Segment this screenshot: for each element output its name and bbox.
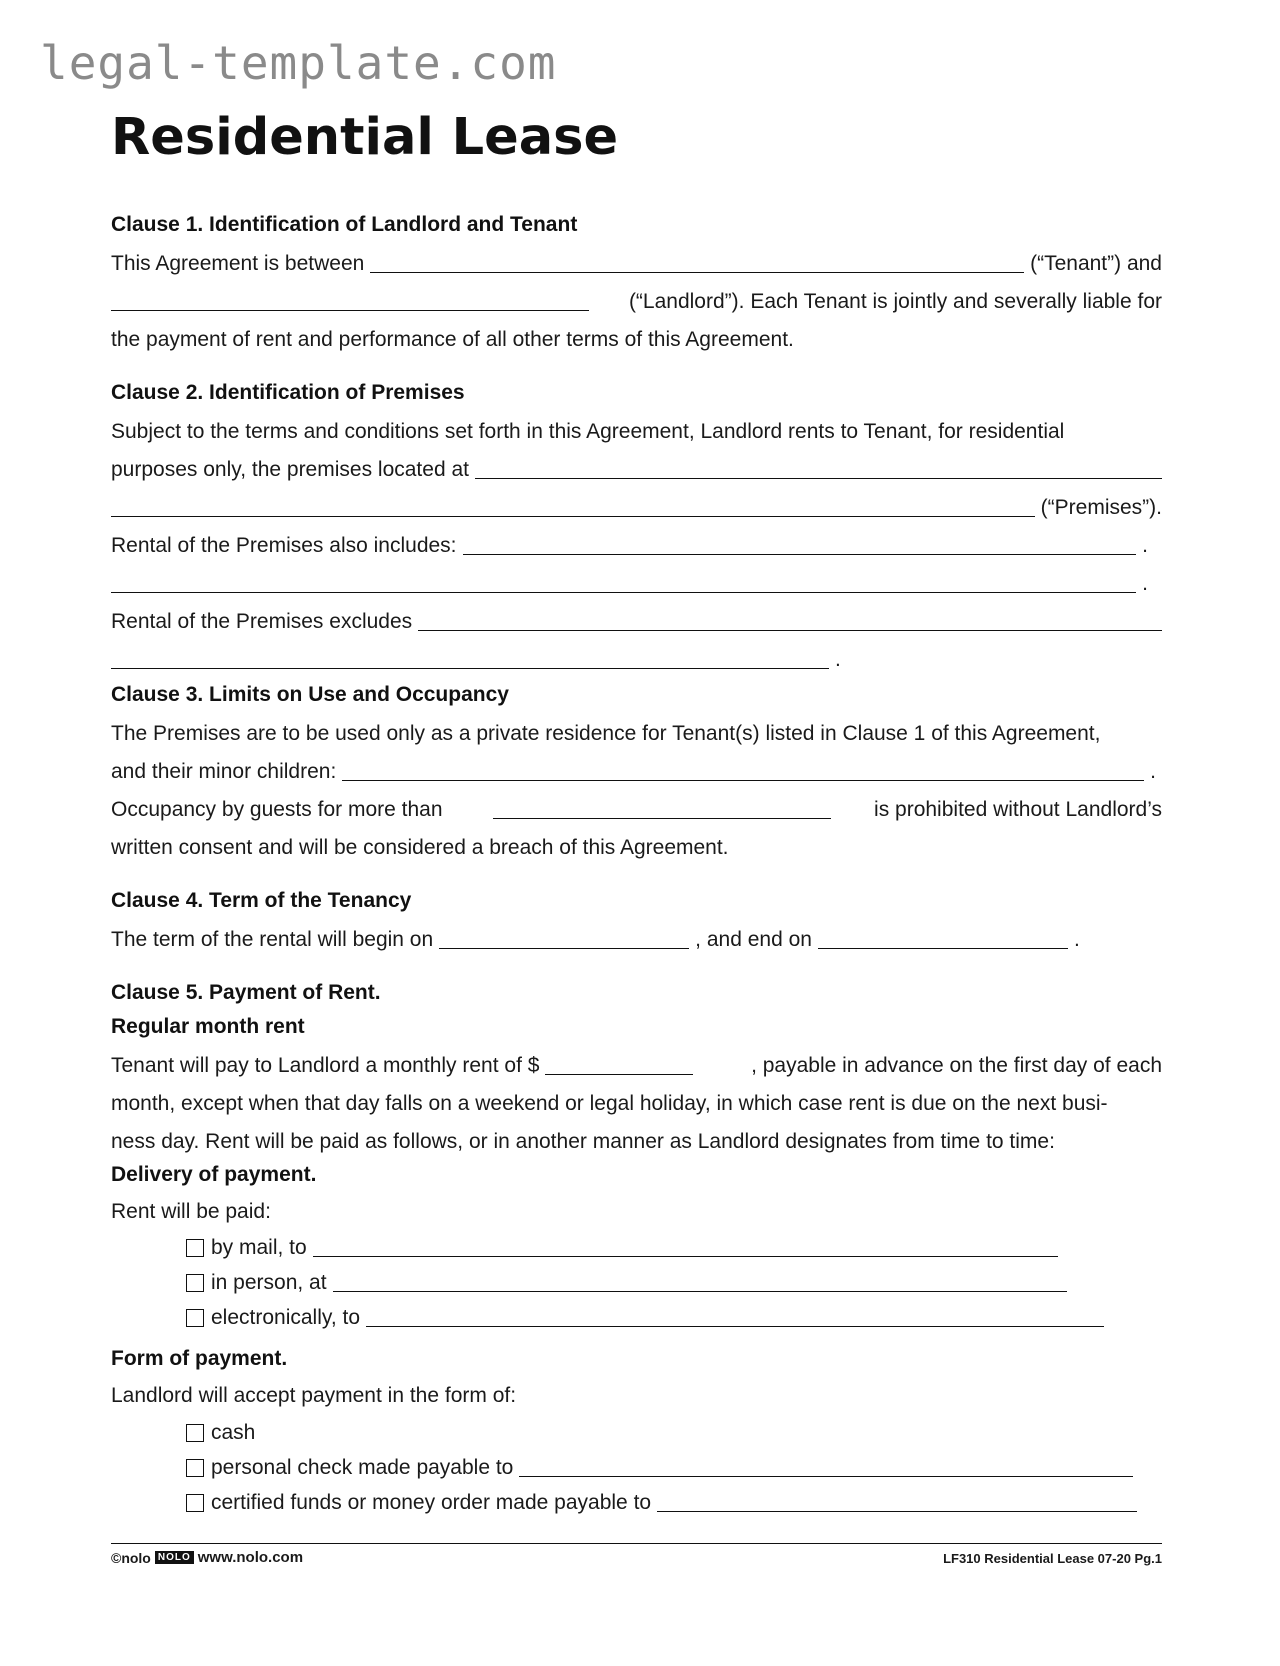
clause-2-text: Subject to the terms and conditions set forth in this Agreement, Landlord rents to Tenant, for residential [111,420,1065,443]
clause-3-text: written consent and will be considered a breach of this Agreement. [111,836,729,859]
in-person-checkbox[interactable] [186,1274,204,1292]
clause-3-heading: Clause 3. Limits on Use and Occupancy [111,683,509,706]
clause-2-line-5 [111,565,1162,603]
mail-checkbox[interactable] [186,1239,204,1257]
option-label: certified funds or money order made payable to [211,1491,652,1514]
document-title: Residential Lease [111,108,619,167]
form-option-check [186,1449,1139,1487]
clause-2-line-4 [111,527,1162,565]
clause-5-line-2 [111,1085,1162,1123]
clause-2-text: (“Premises”). [1040,496,1162,519]
copyright-text: ©nolo [111,1549,151,1566]
clause-4-line-1 [111,921,1162,959]
clause-2-line-2 [111,451,1162,489]
clause-4-text: The term of the rental will begin on [111,928,434,951]
rental-includes-field-2[interactable] [111,572,1136,593]
landlord-name-field[interactable] [111,290,589,311]
clause-3-line-3 [111,791,1162,829]
form-of-payment-subheading: Form of payment. [111,1347,288,1370]
minor-children-field[interactable] [342,760,1144,781]
mail-address-field[interactable] [313,1236,1058,1257]
clause-5-text: ness day. Rent will be paid as follows, or in another manner as Landlord designates from time to time: [111,1130,1055,1153]
period: . [1142,572,1148,595]
clause-1-line-1 [111,245,1162,283]
period: . [1073,928,1080,951]
delivery-option-person [186,1264,1073,1302]
delivery-option-electronic [186,1299,1110,1337]
clause-1-text: (“Tenant”) and [1030,252,1162,275]
footer-url-link[interactable]: www.nolo.com [197,1549,304,1566]
clause-2-line-3 [111,489,1162,527]
clause-3-line-4 [111,829,1162,867]
option-label: by mail, to [211,1236,307,1259]
clause-2-heading: Clause 2. Identification of Premises [111,381,465,404]
tenant-name-field[interactable] [370,252,1024,273]
regular-rent-subheading: Regular month rent [111,1015,305,1038]
clause-3-line-2 [111,753,1162,791]
clause-3-text: Occupancy by guests for more than [111,798,443,821]
form-intro [111,1377,1162,1415]
delivery-subheading: Delivery of payment. [111,1163,317,1186]
option-label: in person, at [211,1271,327,1294]
money-order-payee-field[interactable] [657,1491,1137,1512]
watermark: legal-template.com [40,36,557,90]
nolo-logo: NOLO [155,1551,194,1564]
clause-5-line-1 [111,1047,1162,1085]
clause-1-text: the payment of rent and performance of all other terms of this Agreement. [111,328,794,351]
clause-5-text: Rent will be paid: [111,1200,271,1223]
form-id-label: LF310 Residential Lease 07-20 Pg.1 [943,1551,1162,1566]
clause-1-line-2 [111,283,1162,321]
clause-5-text: Landlord will accept payment in the form of: [111,1384,517,1407]
start-date-field[interactable] [439,928,689,949]
period: . [835,648,841,671]
form-option-certified [186,1484,1143,1522]
clause-4-heading: Clause 4. Term of the Tenancy [111,889,412,912]
option-label: cash [211,1421,256,1444]
clause-3-text: and their minor children: [111,760,337,783]
form-option-cash [186,1414,486,1452]
clause-1-line-3 [111,321,1162,359]
clause-5-text: Tenant will pay to Landlord a monthly rent of $ [111,1054,540,1077]
period: . [1142,534,1148,557]
electronic-checkbox[interactable] [186,1309,204,1327]
clause-1-text: (“Landlord”). Each Tenant is jointly and severally liable for [628,290,1162,313]
clause-3-text: The Premises are to be used only as a private residence for Tenant(s) listed in Clause 1 of this Agreement, [111,722,1101,745]
premises-address-field-2[interactable] [111,496,1035,517]
check-payee-field[interactable] [519,1456,1133,1477]
option-label: electronically, to [211,1306,361,1329]
clause-3-text: is prohibited without Landlord’s [874,798,1162,821]
clause-3-line-1 [111,715,1162,753]
rental-excludes-field[interactable] [418,610,1162,631]
personal-check-checkbox[interactable] [186,1459,204,1477]
clause-1-heading: Clause 1. Identification of Landlord and Tenant [111,213,578,236]
clause-2-text: purposes only, the premises located at [111,458,469,481]
clause-5-text: , payable in advance on the first day of each [751,1054,1162,1077]
in-person-location-field[interactable] [333,1271,1067,1292]
rental-excludes-field-2[interactable] [111,648,829,669]
premises-address-field[interactable] [475,458,1162,479]
clause-2-line-7 [111,641,1162,679]
rental-includes-field[interactable] [463,534,1137,555]
delivery-intro [111,1193,1162,1231]
guest-limit-field[interactable] [493,798,831,819]
clause-5-line-3 [111,1123,1162,1161]
clause-2-line-6 [111,603,1162,641]
clause-2-line-1 [111,413,1162,451]
clause-4-text: , and end on [695,928,812,951]
option-label: personal check made payable to [211,1456,514,1479]
footer-left [111,1549,303,1566]
footer-divider [111,1543,1162,1544]
electronic-destination-field[interactable] [366,1306,1104,1327]
certified-funds-checkbox[interactable] [186,1494,204,1512]
period: . [1150,760,1156,783]
clause-2-text: Rental of the Premises also includes: [111,534,457,557]
end-date-field[interactable] [818,928,1068,949]
cash-checkbox[interactable] [186,1424,204,1442]
monthly-rent-field[interactable] [545,1054,693,1075]
clause-2-text: Rental of the Premises excludes [111,610,413,633]
delivery-option-mail [186,1229,1064,1267]
clause-5-heading: Clause 5. Payment of Rent. [111,981,381,1004]
clause-1-text: This Agreement is between [111,252,365,275]
clause-5-text: month, except when that day falls on a weekend or legal holiday, in which case rent is due on the next busi- [111,1092,1108,1115]
